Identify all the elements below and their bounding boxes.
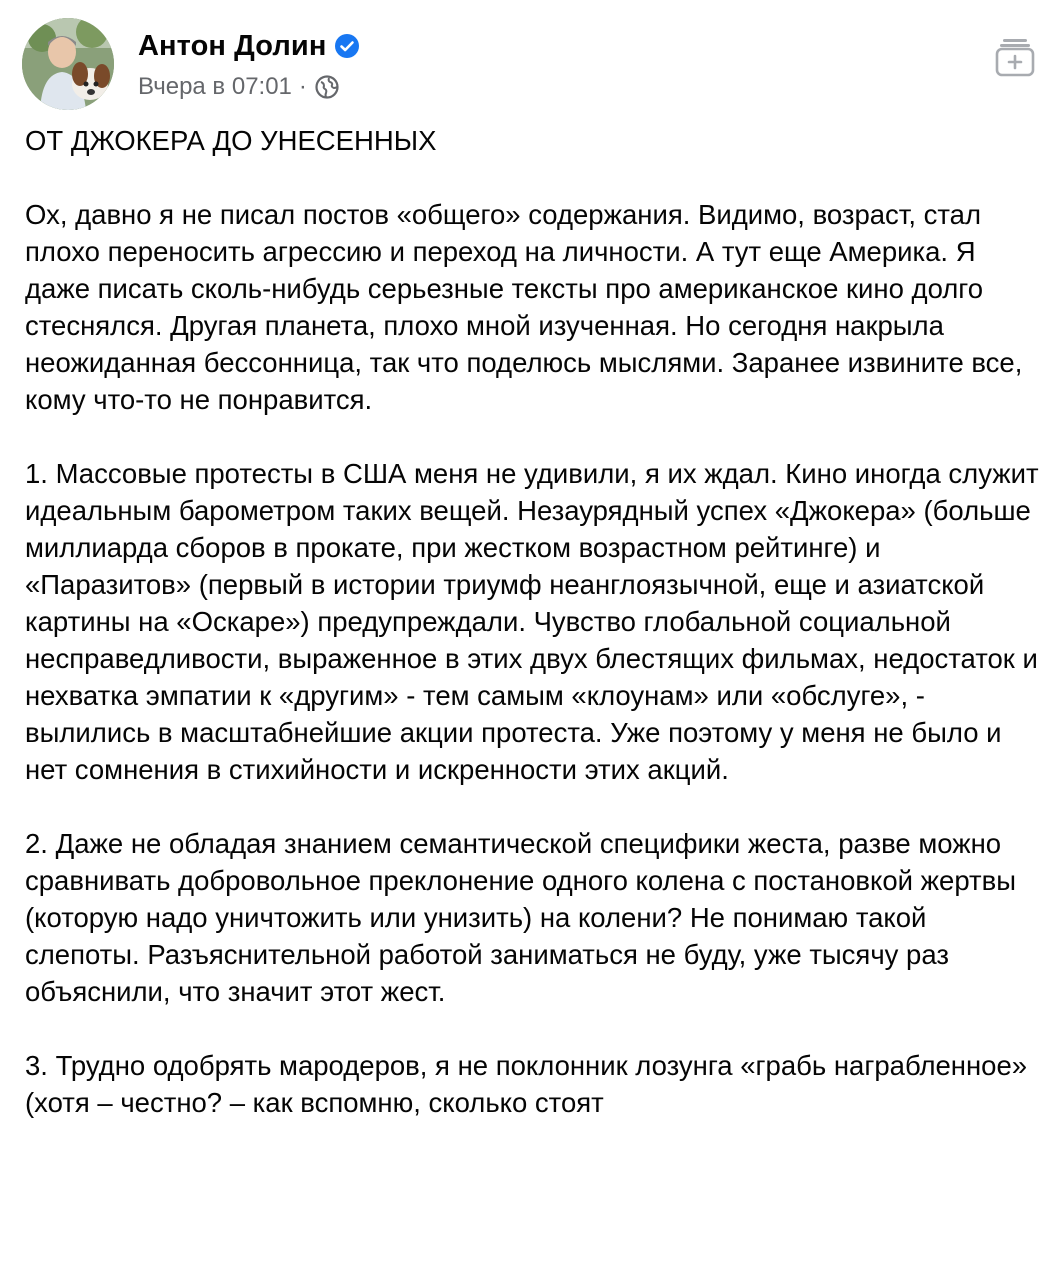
post-meta [138, 70, 360, 104]
globe-icon[interactable] [314, 74, 340, 100]
author-block [138, 26, 360, 104]
paragraph-2: 2. Даже не обладая знанием семантической специфики жеста, разве можно сравнивать добровольное преклонение одного колена с постановкой жертвы (которую надо уничтожить или унизить) на колени? Не понимаю такой слепоты. Разъяснительной работой заниматься не буду, уже тысячу раз объяснили, что значит этот жест. [25, 828, 1016, 1007]
post-timestamp[interactable]: Вчера в 07:01 [138, 73, 292, 100]
author-name[interactable]: Антон Долин [138, 29, 327, 62]
paragraph-intro: Ох, давно я не писал постов «общего» содержания. Видимо, возраст, стал плохо переносить агрессию и переход на личности. А тут еще Америка. Я даже писать сколь-нибудь серьезные тексты про американское кино долго стеснялся. Другая планета, плохо мной изученная. Но сегодня накрыла неожиданная бессонница, так что поделюсь мыслями. Заранее извините все, кому что-то не понравится. [25, 199, 1023, 415]
author-avatar[interactable] [22, 18, 114, 110]
post-text [25, 122, 1045, 1158]
verified-badge-icon [334, 33, 360, 59]
author-row [138, 26, 360, 66]
post-header [22, 18, 1036, 114]
save-to-collection-icon[interactable] [994, 36, 1036, 78]
post-title: ОТ ДЖОКЕРА ДО УНЕСЕННЫХ [25, 125, 437, 156]
meta-separator: · [298, 73, 307, 100]
paragraph-1: 1. Массовые протесты в США меня не удивили, я их ждал. Кино иногда служит идеальным барометром таких вещей. Незаурядный успех «Джокера» (больше миллиарда сборов в прокате, при жестком возрастном рейтинге) и «Паразитов» (первый в истории триумф неанглоязычной, еще и азиатской картины на «Оскаре») предупреждали. Чувство глобальной социальной несправедливости, выраженное в этих двух блестящих фильмах, недостаток и нехватка эмпатии к «другим» - тем самым «клоунам» или «обслуге», - вылились в масштабнейшие акции протеста. Уже поэтому у меня не было и нет сомнения в стихийности и искренности этих акций. [25, 458, 1039, 785]
paragraph-3: 3. Трудно одобрять мародеров, я не поклонник лозунга «грабь награбленное» (хотя – честно? – как вспомню, сколько стоят [25, 1050, 1028, 1118]
person-with-dog-avatar-icon [22, 18, 114, 110]
